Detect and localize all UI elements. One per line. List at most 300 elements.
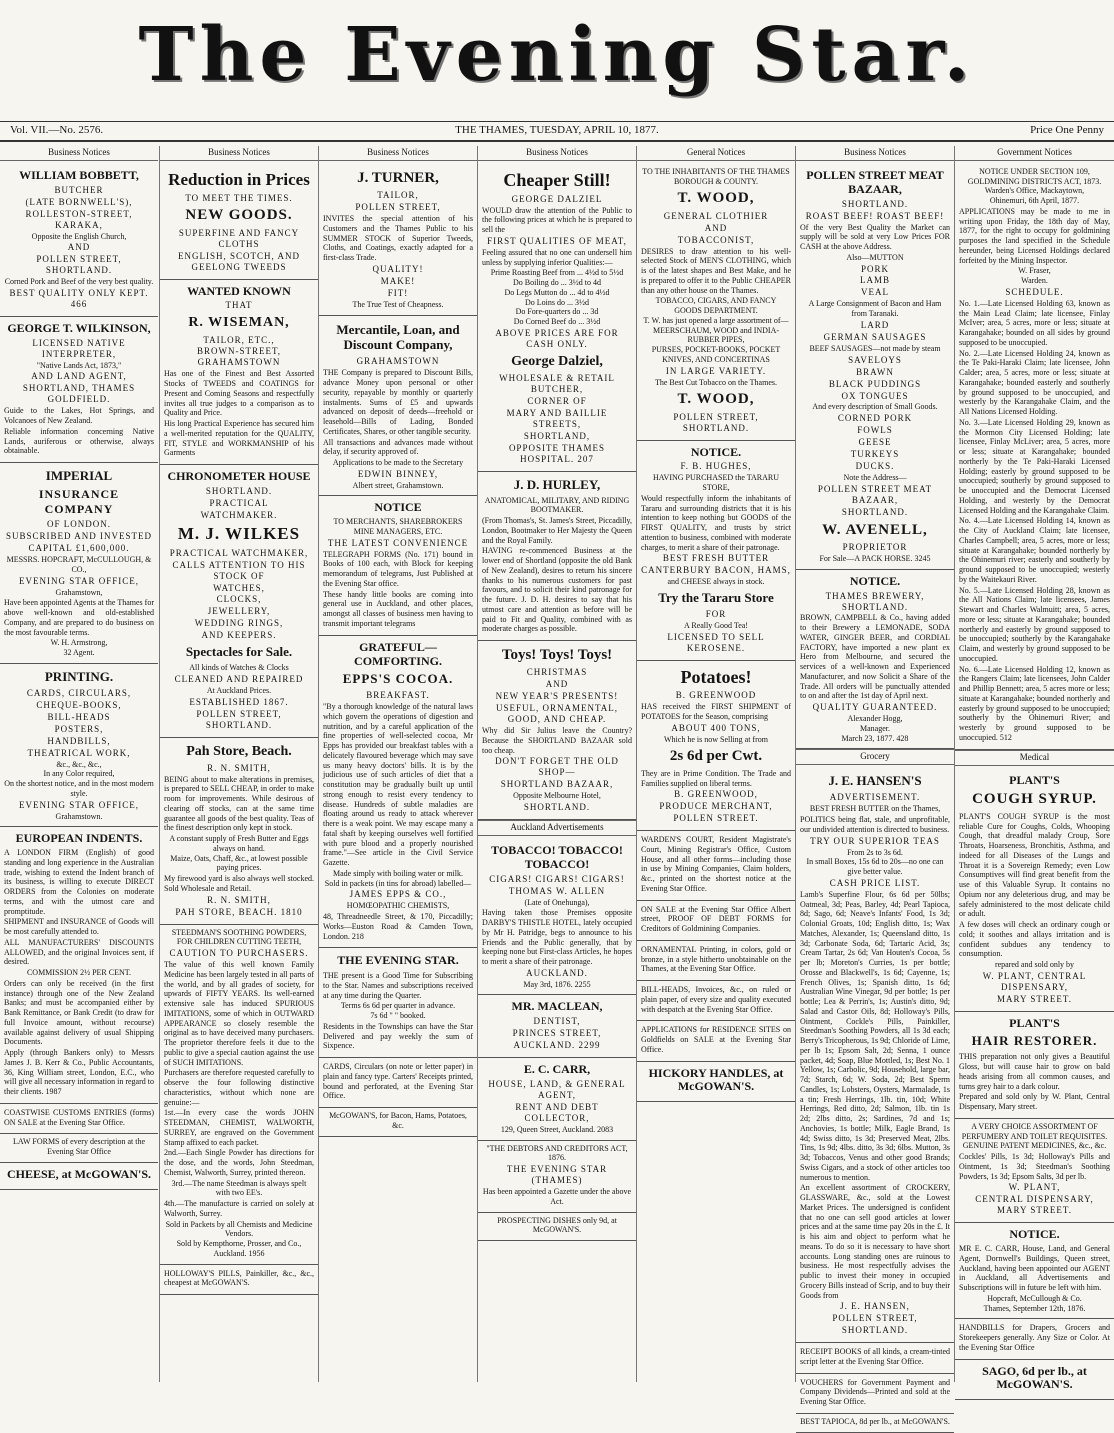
ad-line: POLLEN STREET, xyxy=(832,1313,918,1324)
ad-line: HAIR RESTORER. xyxy=(971,1033,1098,1049)
advertisement xyxy=(637,901,795,941)
ad-line: TURKEYS xyxy=(850,449,900,460)
ad-line: No. 1.—Late Licensed Holding 63, known as the Main Lead Claim; late licensee, Finlay McIver; area, 5 acres, more or less; situate at Karangahake; bounded on all sides by ground supposed to be unoccupied. xyxy=(959,298,1110,347)
advertisement xyxy=(0,164,158,317)
ad-line: CHRISTMAS xyxy=(526,667,588,678)
advertisement xyxy=(796,1374,954,1414)
ad-line: The Best Cut Tobacco on the Thames. xyxy=(654,377,777,387)
ad-line: HAVING re-commenced Business at the lower end of Shortland (opposite the old Bank of New Zealand), desires to return his sincere thanks to his numerous customers for past favours, and to solicit their kind patronage for the future. J. D. H. desires to say that his utmost care and attention as before will be paid to Fit and Quality, combined with as moderate charges as possible. xyxy=(482,546,632,634)
advertisement xyxy=(478,839,636,996)
ad-line: PRACTICAL WATCHMAKER, xyxy=(169,547,309,558)
ad-line: ESTABLISHED 1867. xyxy=(189,696,289,707)
ad-line: POLLEN STREET MEAT BAZAAR, xyxy=(817,483,933,505)
advertisement xyxy=(478,641,636,820)
ad-line: Applications to be made to the Secretary xyxy=(332,458,464,467)
ad-line: BEEF SAUSAGES—not made by steam xyxy=(809,343,941,353)
advertisement xyxy=(160,465,318,737)
ad-line: All transactions and advances made without delay, if security approved of. xyxy=(323,437,473,457)
ad-line: TAILOR, ETC., xyxy=(203,334,275,345)
ad-line: GERMAN SAUSAGES xyxy=(823,331,927,342)
ad-line: CANTERBURY BACON, HAMS, xyxy=(641,565,791,576)
ad-line: USEFUL, ORNAMENTAL, GOOD, AND CHEAP. xyxy=(495,703,619,725)
advertisement xyxy=(637,831,795,901)
ad-line: A Large Consignment of Bacon and Ham from Taranaki. xyxy=(808,299,942,319)
ad-line: &c., &c., &c., xyxy=(56,759,102,769)
column-header: Business Notices xyxy=(796,146,954,161)
ad-heading: BEST TAPIOCA, 8d per lb., at McGOWAN'S. xyxy=(800,1416,950,1426)
column-header: Business Notices xyxy=(478,146,636,161)
ad-line: ROAST BEEF! ROAST BEEF! xyxy=(805,210,945,221)
ad-line: Purchasers are therefore requested carefully to observe the four following distinctive characteristics, without which none are genuine:— xyxy=(164,1068,314,1107)
date-line: THE THAMES, TUESDAY, APRIL 10, 1877. xyxy=(455,124,659,136)
ad-line: TO MEET THE TIMES. xyxy=(185,192,293,203)
ad-line: The True Test of Cheapness. xyxy=(352,299,444,309)
advertisement xyxy=(955,769,1114,1012)
ad-line: ABOUT 400 TONS, xyxy=(671,722,761,733)
ad-line: INSURANCE COMPANY xyxy=(38,487,120,516)
ad-line: DUCKS. xyxy=(855,461,895,472)
ad-line: INVITES the special attention of his Customers and the Thames Public to his SUMMER STOCK of Superior Tweeds, Cloths, and Coatings, exactly adapted for a first-class Trade. xyxy=(323,214,473,263)
ad-line: EVENING STAR OFFICE, xyxy=(18,575,140,586)
ad-line: AND LAND AGENT, xyxy=(31,371,127,382)
advertisement xyxy=(637,661,795,832)
ad-line: OX TONGUES xyxy=(841,390,909,401)
ad-line: THE Company is prepared to Discount Bills, advance Money upon personal or other security, repayable by monthly or quarterly instalments. Sums of £5 and upwards advanced on deposit of deeds—freehold or leasehold—Bills of Lading, Bonded Certificates, Shares, or other tangible security. xyxy=(323,368,473,436)
ad-line: Alexander Hogg, xyxy=(847,714,903,724)
ad-line: 48, Threadneedle Street, & 170, Piccadilly; Works—Euston Road & Camden Town, London. 218 xyxy=(323,912,473,941)
ad-line: SHORTLAND. xyxy=(841,198,909,209)
advertisement xyxy=(796,1414,954,1433)
ad-line: LICENSED TO SELL KEROSENE. xyxy=(667,631,765,653)
ad-line: WATCHMAKER. xyxy=(200,509,278,520)
ad-heading: HANDBILLS for Drapers, Grocers and Storekeepers generally. Any Size or Color. At the Evening Star Office xyxy=(959,1323,1110,1352)
ad-line: HAS received the FIRST SHIPMENT of POTATOES for the Season, comprising xyxy=(641,702,791,721)
ad-line: HOMŒOPATHIC CHEMISTS, xyxy=(346,901,450,911)
advertisement xyxy=(478,164,636,472)
ad-line: All kinds of Watches & Clocks xyxy=(189,663,289,673)
ad-line: In small Boxes, 15s 6d to 20s—no one can give better value. xyxy=(806,857,944,877)
ad-line: CORNER OF xyxy=(527,395,587,406)
ad-line: My firewood yard is also always well stocked. Sold Wholesale and Retail. xyxy=(164,874,314,893)
ad-line: For Sale—A PACK HORSE. 3245 xyxy=(819,553,931,563)
column-3 xyxy=(318,146,477,1382)
ad-line: EPPS'S COCOA. xyxy=(342,671,454,687)
ad-line: MEERSCHAUM, WOOD and INDIA-RUBBER PIPES, xyxy=(652,325,780,345)
ad-heading: THE EVENING STAR. xyxy=(337,953,459,968)
advertisement xyxy=(160,925,318,1265)
ad-line: Residents in the Townships can have the Star Delivered and pay weekly the sum of Sixpence. xyxy=(323,1021,473,1051)
ad-line: W. PLANT, xyxy=(1008,1182,1061,1193)
ad-line: CAPITAL £1,600,000. xyxy=(28,543,130,554)
section-header: Medical xyxy=(955,750,1114,766)
ad-heading: McGOWAN'S, for Bacon, Hams, Potatoes, &c. xyxy=(329,1111,467,1130)
ad-line: PRINCES STREET, xyxy=(512,1028,602,1039)
ad-heading: CHRONOMETER HOUSE xyxy=(167,469,311,484)
ad-line: A Really Good Tea! xyxy=(684,620,748,630)
ad-heading: PROSPECTING DISHES only 9d, at McGOWAN'S. xyxy=(497,1215,617,1235)
advertisement xyxy=(637,1021,795,1061)
ad-line: AND xyxy=(704,222,728,233)
ad-line: Sold in packets (in tins for abroad) labelled— xyxy=(324,878,472,888)
ad-line: 129, Queen Street, Auckland. 2083 xyxy=(500,1124,614,1134)
ad-heading: BILL-HEADS, Invoices, &c., on ruled or plain paper, of every size and quality executed with despatch at the Evening Star Office. xyxy=(641,985,791,1014)
ad-line: WOULD draw the attention of the Public to the following prices at which he is prepared to sell the xyxy=(482,205,632,235)
ad-heading: IMPERIAL xyxy=(45,468,113,484)
ad-line: ENGLISH, SCOTCH, AND GEELONG TWEEDS xyxy=(177,250,300,272)
ad-line: Warden's Office, Mackaytown, xyxy=(984,186,1085,196)
advertisement xyxy=(319,164,477,316)
ad-line: No. 5.—Late Licensed Holding 28, known as the All Nations Claim; late licensees, James Stewart and Charles Walmuitt; area, 5 acres, more or less; situate at Karangahake; bounded northerly and easterly by ground supposed to be unoccupied; southerly by the Karangahake Claim, and westerly by ground supposed to be unoccupied. xyxy=(959,585,1110,663)
column-2 xyxy=(159,146,318,1382)
price: Price One Penny xyxy=(1030,124,1104,136)
ad-heading: "THE DEBTORS AND CREDITORS ACT, 1876. xyxy=(486,1143,628,1163)
ad-line: Made simply with boiling water or milk. xyxy=(333,868,463,878)
ad-line: BEST FRESH BUTTER on the Thames, xyxy=(809,804,941,814)
ad-line: Spectacles for Sale. xyxy=(185,644,293,660)
ad-line: VEAL xyxy=(861,287,889,298)
ad-line: PRODUCE MERCHANT, xyxy=(659,801,773,812)
ad-heading: NOTICE. xyxy=(1009,1227,1060,1242)
ad-line: OPPOSITE THAMES HOSPITAL. 207 xyxy=(508,442,606,464)
advertisement xyxy=(796,570,954,750)
ad-line: BREAKFAST. xyxy=(366,690,430,701)
ad-line: Also—MUTTON xyxy=(846,252,904,262)
ad-line: R. N. SMITH, xyxy=(207,762,271,773)
ad-line: BUTCHER xyxy=(54,184,104,195)
ad-line: M. J. WILKES xyxy=(177,523,301,543)
ad-line: PROPRIETOR xyxy=(842,542,908,553)
ad-line: "Native Lands Act, 1873," xyxy=(36,360,122,370)
advertisement xyxy=(796,768,954,1343)
ad-line: Sold by Kempthorne, Prosser, and Co., Auckland. 1956 xyxy=(176,1239,302,1258)
ad-line: LICENSED NATIVE INTERPRETER, xyxy=(32,337,126,359)
ad-line: F. B. HUGHES, xyxy=(680,461,752,472)
ad-line: Having taken those Premises opposite DARBY'S THISTLE HOTEL, lately occupied by Mr H. Patridge, begs to announce to his Friends and the Public generally, that by keeping none but First-class Articles, he hopes to merit a share of their patronage. xyxy=(482,908,632,967)
ad-line: POLLEN STREET, SHORTLAND. xyxy=(36,254,122,276)
column-7 xyxy=(954,146,1114,1392)
volume-number: Vol. VII.—No. 2576. xyxy=(10,124,104,136)
ad-heading: E. C. CARR, xyxy=(523,1062,591,1077)
ad-line: AUCKLAND. 2299 xyxy=(513,1040,601,1051)
ad-line: Note the Address— xyxy=(843,473,907,483)
ad-line: MARY AND BAILLIE STREETS, xyxy=(506,407,608,429)
ad-line: Ohinemuri, 6th April, 1877. xyxy=(989,196,1080,206)
ad-line: POLLEN STREET, SHORTLAND. xyxy=(196,708,282,730)
advertisement xyxy=(160,738,318,925)
ad-line: Of the very Best Quality the Market can supply will be sold at very Low Prices FOR CASH at the above Address. xyxy=(800,222,950,251)
ad-line: CIGARS! CIGARS! CIGARS! xyxy=(489,873,625,884)
ad-heading: J. E. HANSEN'S xyxy=(828,773,922,789)
ad-heading: Reduction in Prices xyxy=(168,169,310,189)
ad-heading: WARDEN'S COURT, Resident Magistrate's Court, Mining Registrar's Office, Custom House, and all other forms—including those in use by Mining Companies, Claim holders, &c., printed on the shortest notice at the Evening Star Office. xyxy=(641,835,791,893)
ad-line: HOUSE, LAND, & GENERAL AGENT, xyxy=(488,1078,626,1100)
ad-line: Which he is now Selling at from xyxy=(664,734,768,744)
advertisement xyxy=(319,1108,477,1137)
ad-line: No. 3.—Late Licensed Holding 29, known as the Mormon City Licensed Holding; late licensee, Finlay McLiver; area, 5 acres, more or less; situate at Karangahake; bounded northerly by the Te Paki-Haraki Licensed Holding; easterly by ground supposed to be unoccupied; southerly by ground supposed to be unoccupied and the Democrat Licensed Holding, and westerly by the Democrat Licensed Holding and the Karangahake Claim. xyxy=(959,417,1110,515)
ad-line: CLOCKS, xyxy=(216,594,262,605)
advertisement xyxy=(0,664,158,827)
ad-line: PLANT'S COUGH SYRUP is the most reliable Cure for Coughs, Colds, Whooping Cough, that dreadful malady Croup, Sore Throats, Hoarseness, Bronchitis, Asthma, and indeed for all Diseases of the Lungs and Throat it is a Sovereign Remedy; even Low Consumptives will find great benefit from the use of this Valuable Syrup. It contains no Opium nor any deleterious drug, and may be safely administered to the most delicate child or adult. xyxy=(959,811,1110,919)
dateline-bar xyxy=(0,121,1114,142)
ad-line: POSTERS, xyxy=(54,723,104,734)
section-header: Auckland Advertisements xyxy=(478,820,636,836)
ad-line: At Auckland Prices. xyxy=(206,685,272,695)
ad-line: RENT AND DEBT COLLECTOR, xyxy=(515,1101,599,1123)
advertisement xyxy=(160,280,318,466)
advertisement xyxy=(319,948,477,1058)
ad-line: They are in Prime Condition. The Trade and Families supplied on liberal terms. xyxy=(641,768,791,788)
ad-line: PURSES, POCKET-BOOKS, POCKET KNIVES, AND CONCERTINAS xyxy=(651,345,781,364)
ad-line: On the shortest notice, and in the most modern style. xyxy=(4,779,154,798)
ad-heading: LAW FORMS of every description at the Evening Star Office xyxy=(12,1137,146,1157)
ad-line: An excellent assortment of CROCKERY, GLASSWARE, &c., sold at the Lowest Market Prices. The undersigned is confident that no one can sell good articles at lower prices and at the same time pay 20s in the £. It is his aim and object to perform what he means. To do so it is necessary to have short accounts. Long standing ones are ruinous to business. He most respectfully advises the public to invest their money in occupied Grocery Bills instead of Scrip, and to buy their Goods from xyxy=(800,1183,950,1300)
ad-line: GRAHAMSTOWN xyxy=(356,356,440,367)
advertisement xyxy=(637,981,795,1021)
ad-line: And every description of Small Goods. xyxy=(812,402,938,412)
ad-line: BROWN, CAMPBELL & Co., having added to their Brewery a LEMONADE, SODA WATER, GINGER BEER, and CORDIAL FACTORY, have imported a new plant ex Hero from Melbourne, and secured the services of a well-known and Experienced Manufacturer, and now Solicit a Share of the Trade. All orders will be punctually attended to on and after the 1st day of April next. xyxy=(800,613,950,701)
ad-line: CORNED PORK xyxy=(837,413,913,424)
ad-line: THE LATEST CONVENIENCE xyxy=(327,537,469,548)
column-5 xyxy=(636,146,795,1382)
ad-line: BLACK PUDDINGS xyxy=(828,378,922,389)
ad-line: TO MERCHANTS, SHAREBROKERS MINE MANAGERS, ETC. xyxy=(333,517,463,537)
ad-line: Lamb's Superfine Flour, 6s 6d per 50lbs; Oatmeal, 3d; Peas, Barley, 4d; Pearl Tapioca, 8d; Sago, 6d; Neave's Infants' Food, 1s 3d; Colonial Groats, 10d; English ditto, 1s; Wax Matches, Alexander, 1s; Queensland ditto, 1s 3d; Carbonate Soda, 6d; Tartaric Acid, 3s; Cream Tartar, 2s 6d; Van Houten's Cocoa, 5s per lb; Moreton's Curries, 1s per bottle; Orosse and Blackwell's, 1s 6d; Cayenne, 1s; French Olives, 1s; Spanish ditto, 1s 6d; Australian Wine Vinegar, 9d per bottle; 1s per bottle; Lea & Perrin's, 1s; Austin's ditto, 9d; Salad and Castor Oils, 8d; Holloway's Pills, Ointment, Cockle's Pills, Painkiller, Steedman's Soothing Powders, all 1s 3d each; Berry's Tricopherous, 1s 9d; Chloride of Lime, per lb 1s; Epsom Salt, 2d; Senna, 1 ounce packet, 4d; Soap, Blue Mottled, 1s; Best No. 1 Yellow, 1s; Carbolic, 9d; Household, large bar, 7d; Starch, 6d; W. Soda, 2d; Best Sperm Candles, 1s; Lobsters, Oysters, Marmalade, 1s a tin; Fresh Herrings, 1lb. tin, 10d; White Herrings, Red ditto, 2d; Salmon, 1lb. tin 1s 2d; 2lbs ditto, 2s; Sardines, 7d and 1s; Anchovies, 1s bottle; Milk, Eagle Brand, 1s 4d; Swiss ditto, 1s 3d; Preserved Meat, 2lbs. Tins, 1s 9d; 4lbs. ditto, 3s 3d; 6lbs. Mutton, 3s 3d; Tobaccos, Venus and other good Brands; Swiss Cigars, and a stock of other articles too numerous to mention. xyxy=(800,889,950,1182)
ad-line: TAILOR, xyxy=(377,190,419,201)
ad-line: CARDS, CIRCULARS, xyxy=(26,687,132,698)
ad-line: (From Thomas's, St. James's Street, Piccadilly, London, Bootmaker to Her Majesty the Queen and the Royal Family. xyxy=(482,516,632,545)
ad-line: GENUINE PATENT MEDICINES, &c., &c. xyxy=(962,1141,1107,1151)
ad-line: In any Color required, xyxy=(43,769,115,779)
advertisement xyxy=(0,1134,158,1163)
ad-line: Warden. xyxy=(1021,276,1048,286)
ad-line: T. WOOD, xyxy=(677,391,755,408)
advertisement xyxy=(955,1119,1114,1223)
ad-heading: COASTWISE CUSTOMS ENTRIES (forms) ON SALE at the Evening Star Office. xyxy=(4,1107,154,1127)
ad-line: THIS preparation not only gives a Beautiful Gloss, but will cause hair to grow on bald heads arising from all common causes, and turns grey hair to a dark colour. xyxy=(959,1052,1110,1091)
ad-heading: APPLICATIONS for RESIDENCE SITES on Goldfields on SALE at the Evening Star Office. xyxy=(641,1025,791,1054)
ad-line: FOWLS xyxy=(857,425,893,436)
ad-line: Sold in Packets by all Chemists and Medicine Vendors. xyxy=(165,1219,313,1239)
ad-line: NEW GOODS. xyxy=(185,207,293,224)
ad-line: AND xyxy=(545,679,569,690)
ad-line: B. GREENWOOD xyxy=(675,690,757,701)
ad-heading: ORNAMENTAL Printing, in colors, gold or bronze, in a style hitherto unobtainable on the Thames, at the Evening Star Office. xyxy=(641,944,791,974)
ad-heading: VOUCHERS for Government Payment and Company Dividends—Printed and sold at the Evening Star Office. xyxy=(800,1377,950,1407)
ad-line: COUGH SYRUP. xyxy=(972,791,1097,808)
ad-line: TRY OUR SUPERIOR TEAS xyxy=(810,835,940,846)
ad-line: SHORTLAND, THAMES GOLDFIELD. xyxy=(22,383,136,405)
newspaper-title: The Evening Star. xyxy=(138,12,976,98)
columns-area xyxy=(0,146,1114,1426)
advertisement xyxy=(160,1265,318,1296)
ad-line: BILL-HEADS xyxy=(47,711,111,722)
ad-line: THE present is a Good Time for Subscribing to the Star. Names and subscriptions received at any time during the Quarter. xyxy=(323,971,473,1000)
ad-heading: Toys! Toys! Toys! xyxy=(501,647,613,664)
ad-line: ROLLESTON-STREET, KARAKA, xyxy=(25,208,133,230)
ad-line: 3rd.—The name Steedman is always spelt with two EE's. xyxy=(171,1178,307,1198)
ad-line: MESSRS. HOPCRAFT, McCULLOUGH, & CO., xyxy=(6,555,152,574)
ad-line: (Late of Onehunga), xyxy=(524,897,590,907)
ad-heading: TOBACCO! TOBACCO! TOBACCO! xyxy=(491,842,623,871)
ad-heading: J. D. HURLEY, xyxy=(513,476,601,492)
ad-line: THOMAS W. ALLEN xyxy=(508,885,606,896)
ad-line: Prepared and sold only by W. Plant, Central Dispensary, Mary street. xyxy=(959,1092,1110,1112)
ad-heading: RECEIPT BOOKS of all kinds, a cream-tinted script letter at the Evening Star Office. xyxy=(800,1347,950,1366)
ad-line: Opposite the English Church, xyxy=(31,231,127,241)
ad-line: THAT xyxy=(225,300,253,311)
ad-line: J. E. HANSEN, xyxy=(840,1301,910,1312)
ad-line: A constant supply of Fresh Butter and Eggs always on hand. xyxy=(169,834,309,853)
ad-line: CAUTION TO PURCHASERS. xyxy=(169,948,309,959)
ad-line: PORK xyxy=(860,263,889,274)
ad-line: AUCKLAND. xyxy=(526,967,588,978)
ad-line: Do Boiling do ... 3½d to 4d xyxy=(512,278,601,288)
ad-heading: PLANT'S xyxy=(1009,772,1060,787)
ad-heading: J. TURNER, xyxy=(357,169,439,186)
ad-line: POLITICS being flat, stale, and unprofitable, our undivided attention is directed to business. xyxy=(800,815,950,834)
ad-line: Hopcraft, McCullough & Co. xyxy=(987,1293,1082,1303)
ad-line: ANATOMICAL, MILITARY, AND RIDING BOOTMAKER. xyxy=(484,495,630,515)
ad-line: QUALITY GUARANTEED. xyxy=(812,702,938,713)
ad-line: LAMB xyxy=(859,275,890,286)
ad-line: SHORTLAND. xyxy=(841,506,909,517)
ad-heading: WANTED KNOWN xyxy=(187,283,291,298)
ad-line: QUALITY! xyxy=(372,263,424,274)
ad-line: Albert street, Grahamstown. xyxy=(352,480,444,490)
ad-line: PRACTICAL xyxy=(209,497,269,508)
ad-line: Try the Tararu Store xyxy=(658,590,774,606)
advertisement xyxy=(0,463,158,664)
ad-heading: NOTICE UNDER SECTION 109, GOLDMINING DISTRICTS ACT, 1873. xyxy=(967,166,1102,186)
ad-line: ABOVE PRICES ARE FOR CASH ONLY. xyxy=(495,327,619,349)
ad-line: BEST FRESH BUTTER xyxy=(662,553,770,564)
ad-line: From 2s to 3s 6d. xyxy=(847,847,903,857)
ad-line: A few doses will check an ordinary cough or cold; it soothes and allays irritation and is confident subdues any tendency to consumption. xyxy=(959,920,1110,959)
ad-line: W. PLANT, CENTRAL DISPENSARY, xyxy=(982,970,1087,992)
ad-line: Opposite Melbourne Hotel, xyxy=(513,791,601,801)
ad-line: Thames, September 12th, 1876. xyxy=(983,1303,1086,1313)
advertisement xyxy=(955,1012,1114,1119)
column-header: Business Notices xyxy=(0,146,158,161)
advertisement xyxy=(637,164,795,441)
ad-line: Has been appointed a Gazette under the above Act. xyxy=(482,1187,632,1206)
ad-line: DESIRES to draw attention to his well-selected Stock of MEN'S CLOTHING, which is of the latest shapes and Best Make, and he is prepared to offer it to the Public CHEAPER than any other house on the Thames. xyxy=(641,246,791,295)
column-header: Business Notices xyxy=(319,146,477,161)
ad-line: A LONDON FIRM (English) of good standing and long experience in the Australian trade, wishing to extend the Indent branch of its business, is willing to execute DIRECT ORDERS from the Colonies on moderate terms, and with the utmost care and promptitude. xyxy=(4,848,154,916)
advertisement xyxy=(478,1141,636,1213)
ad-line: NEW YEAR'S PRESENTS! xyxy=(495,691,619,702)
advertisement xyxy=(478,1058,636,1140)
ad-line: Corned Pork and Beef of the very best quality. xyxy=(4,277,154,287)
ad-line: AND xyxy=(67,242,91,253)
ad-line: BRAWN xyxy=(856,366,894,377)
ad-line: SHORTLAND. xyxy=(205,485,273,496)
ad-heading: Cheaper Still! xyxy=(503,169,611,190)
advertisement xyxy=(319,496,477,635)
ad-heading: GRATEFUL—COMFORTING. xyxy=(354,639,442,668)
advertisement xyxy=(478,995,636,1058)
ad-line: 1st.—In every case the words JOHN STEEDMAN, CHEMIST, WALWORTH, SURREY, are engraved on the Government Stamp affixed to each packet. xyxy=(164,1108,314,1147)
advertisement xyxy=(0,827,158,1104)
ad-line: HANDBILLS, xyxy=(47,735,111,746)
column-1 xyxy=(0,146,158,1382)
ad-heading: NOTICE. xyxy=(849,573,901,588)
ad-heading: EUROPEAN INDENTS. xyxy=(15,831,143,846)
ad-line: TELEGRAPH FORMS (No. 171) bound in Books of 100 each, with Block for keeping memorandum of telegrams, Just Published at the Evening Star office. xyxy=(323,549,473,588)
ad-line: GEESE xyxy=(858,437,892,448)
ad-line: SUPERFINE AND FANCY CLOTHS xyxy=(178,227,300,249)
ad-line: SCHEDULE. xyxy=(1005,286,1064,297)
advertisement xyxy=(160,164,318,280)
ad-line: Reliable information concerning Native Lands, auriferous or otherwise, always obtainable. xyxy=(4,426,154,456)
advertisement xyxy=(637,941,795,981)
ad-line: GEORGE DALZIEL xyxy=(511,193,603,204)
ad-line: repared and sold only by xyxy=(994,960,1075,969)
ad-heading: PLANT'S xyxy=(1009,1015,1060,1030)
ad-heading: HOLLOWAY'S PILLS, Painkiller, &c., &c., cheapest at McGOWAN'S. xyxy=(164,1268,314,1288)
ad-line: BEST QUALITY ONLY KEPT. 466 xyxy=(9,288,149,310)
ad-line: 32 Agent. xyxy=(63,648,95,658)
ad-line: THEATRICAL WORK, xyxy=(27,747,131,758)
ad-line: GENERAL CLOTHIER xyxy=(663,210,769,221)
ad-line: COMMISSION 2½ PER CENT. xyxy=(26,968,132,978)
advertisement xyxy=(478,1213,636,1242)
ad-line: THE EVENING STAR (THAMES) xyxy=(506,1164,608,1186)
advertisement xyxy=(955,1360,1114,1401)
advertisement xyxy=(0,317,158,463)
ad-heading: TO THE INHABITANTS OF THE THAMES BOROUGH & COUNTY. xyxy=(642,166,790,186)
ad-line: Do Legs Mutton do ... 4d to 4½d xyxy=(504,287,610,297)
ad-heading: CARDS, Circulars (on note or letter paper) in plain and fancy type. Carters' Receipts printed, bound and perforated, at the Evening Star Office. xyxy=(323,1062,473,1101)
ad-line: IN LARGE VARIETY. xyxy=(665,365,767,376)
ad-line: May 3rd, 1876. 2255 xyxy=(523,979,591,989)
ad-line: 2s 6d per Cwt. xyxy=(669,748,763,765)
ad-line: Cockles' Pills, 1s 3d; Holloway's Pills and Ointment, 1s 3d; Steedman's Soothing Powders, 1s 3d; Epsom Salts, 3d per lb. xyxy=(959,1152,1110,1181)
ad-line: EDWIN BINNEY, xyxy=(357,468,439,479)
ad-line: Would respectfully inform the inhabitants of Tararu and surrounding districts that it is his intention to keep nothing but GOODS of the FIRST QUALITY, and trusts by strict attention to business, combined with moderate charges, to merit a share of their patronage. xyxy=(641,493,791,552)
advertisement xyxy=(955,164,1114,750)
ad-heading: Potatoes! xyxy=(680,666,752,687)
ad-line: T. W. has just opened a large assortment of— xyxy=(643,315,789,325)
ad-line: CASH PRICE LIST. xyxy=(829,877,921,888)
ad-line: SHORTLAND, xyxy=(523,430,591,441)
ad-line: These handy little books are coming into general use in Auckland, and other places, amongst all classes of business men having to transmit important telegrams xyxy=(323,589,473,628)
ad-heading: WILLIAM BOBBETT, xyxy=(19,167,139,182)
ad-line: Grahamstown. xyxy=(55,811,103,821)
ad-line: DENTIST, xyxy=(533,1016,581,1027)
ad-line: Maize, Oats, Chaff, &c., at lowest possible paying prices. xyxy=(170,853,308,873)
ad-line: and CHEESE always in stock. xyxy=(667,577,765,587)
ad-line: B. GREENWOOD, xyxy=(674,789,758,800)
ad-heading: POLLEN STREET MEAT BAZAAR, xyxy=(806,167,944,196)
ad-line: OF LONDON. xyxy=(47,519,111,530)
ad-line: R. WISEMAN, xyxy=(188,315,290,331)
ad-line: SHORTLAND. xyxy=(841,1325,909,1336)
ad-line: "By a thorough knowledge of the natural laws which govern the operations of digestion and nutrition, and by a careful application of the fine properties of well-selected cocoa, Mr Epps has provided our breakfast tables with a delicately flavoured beverage which may save us many heavy doctors' bills. It is by the judicious use of such articles of diet that a constitution may be gradually built up until strong enough to resist every tendency to disease. Hundreds of subtle maladies are floating around us ready to attack wherever there is a weak point. We may escape many a fatal shaft by keeping ourselves well fortified with pure blood and a properly nourished frame."—See article in the Civil Service Gazette. xyxy=(323,702,473,868)
masthead xyxy=(0,0,1114,136)
ad-line: WEDDING RINGS, xyxy=(194,618,284,629)
advertisement xyxy=(0,1163,158,1190)
ad-line: EVENING STAR OFFICE, xyxy=(18,799,140,810)
ad-line: March 23, 1877. 428 xyxy=(841,733,909,743)
ad-line: No. 4.—Late Licensed Holding 14, known as the City of Auckland Claim; late licensee, Charles Campbell; area, 5 acres, more or less; situate at Karangahake; bounded northerly by the Ohinemuri river; easterly and southerly by ground supposed to be unoccupied; westerly by the Waitekauri River. xyxy=(959,516,1110,584)
ad-line: SHIPMENT and INSURANCE of Goods will be most carefully attended to. xyxy=(4,917,154,937)
ad-line: DON'T FORGET THE OLD SHOP— xyxy=(495,756,619,778)
advertisement xyxy=(0,1104,158,1135)
ad-line: ADVERTISEMENT. xyxy=(829,792,921,803)
ad-line: R. N. SMITH, xyxy=(207,894,271,905)
advertisement xyxy=(637,441,795,661)
